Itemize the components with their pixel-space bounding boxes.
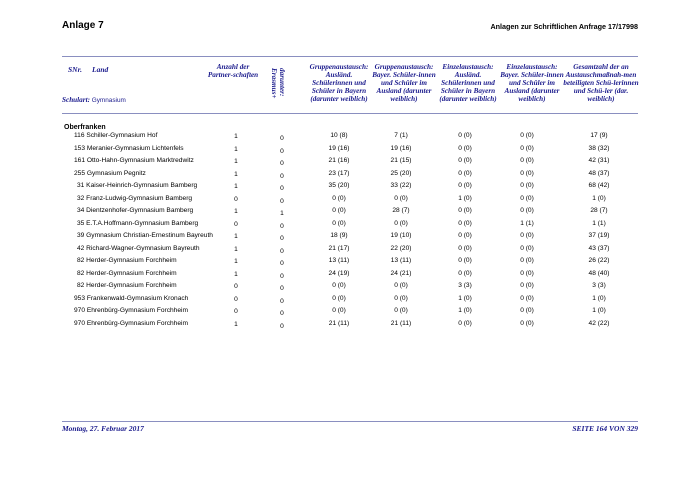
school-name-cell: 970 Ehrenbürg-Gymnasium Forchheim [74,307,188,314]
group-out-cell: 24 (21) [390,269,412,277]
single-in-cell: 0 (0) [458,219,472,227]
total-cell: 1 (1) [592,219,606,227]
footer-date: Montag, 27. Februar 2017 [62,424,144,433]
total-cell: 1 (0) [592,294,606,302]
school-name-cell: 31 Kaiser-Heinrich-Gymnasium Bamberg [77,182,198,189]
group-out-cell: 0 (0) [394,307,408,314]
partnerships-cell: 1 [234,133,238,140]
group-in-cell: 0 (0) [332,294,346,302]
partnerships-cell: 1 [234,270,238,278]
single-out-cell: 0 (0) [520,169,534,177]
single-out-cell: 0 (0) [520,132,534,139]
total-cell: 3 (3) [592,282,606,289]
col-header-land: Land [92,65,109,74]
single-out-cell: 0 (0) [520,319,534,327]
footer-page: SEITE 164 VON 329 [572,424,638,433]
erasmus-cell: 0 [280,135,284,142]
total-cell: 48 (40) [588,269,610,277]
col-header-group-out: Gruppenaustausch: Bayer. Schüler-innen und Schüler im Ausland (darunter weiblich) [372,63,436,103]
erasmus-cell: 0 [280,222,284,230]
erasmus-cell: 0 [280,260,284,267]
group-out-cell: 33 (22) [390,182,412,189]
erasmus-cell: 0 [280,172,284,180]
partnerships-cell: 1 [234,233,238,240]
erasmus-cell: 0 [280,285,284,292]
schulart-label: Schulart: [62,96,90,104]
single-out-cell: 0 (0) [520,307,534,314]
group-out-cell: 21 (11) [390,319,412,327]
school-name-cell: 970 Ehrenbürg-Gymnasium Forchheim [74,319,188,327]
table-row [0,320,700,333]
partnerships-cell: 1 [234,208,238,215]
group-in-cell: 21 (16) [328,157,350,164]
school-name-cell: 32 Franz-Ludwig-Gymnasium Bamberg [77,194,193,202]
single-in-cell: 0 (0) [458,144,472,152]
single-in-cell: 0 (0) [458,207,472,214]
erasmus-cell: 0 [280,310,284,317]
table-row [0,170,700,183]
partnerships-cell: 1 [234,158,238,165]
group-in-cell: 0 (0) [332,194,346,202]
table-row [0,270,700,283]
table-row [0,232,700,245]
total-cell: 28 (7) [590,207,608,214]
table-row [0,257,700,270]
single-in-cell: 0 (0) [458,157,472,164]
header-rule-top [62,56,638,57]
partnerships-cell: 0 [234,308,238,315]
erasmus-cell: 0 [280,247,284,255]
annex-title: Anlage 7 [62,20,104,31]
school-name-cell: 116 Schiller-Gymnasium Hof [74,132,158,139]
col-header-darunter-text: darunter: Erasmus+ [270,68,286,99]
total-cell: 17 (9) [590,132,608,139]
group-in-cell: 0 (0) [332,219,346,227]
school-name-cell: 39 Gymnasium Christian-Ernestinum Bayreuth [77,232,213,239]
total-cell: 1 (0) [592,307,606,314]
group-in-cell: 21 (17) [328,244,350,252]
total-cell: 68 (42) [588,182,610,189]
table-row [0,195,700,208]
header-rule-bottom [62,113,638,114]
single-out-cell: 0 (0) [520,282,534,289]
group-out-cell: 21 (15) [390,157,412,164]
school-name-cell: 82 Herder-Gymnasium Forchheim [77,257,177,264]
partnerships-cell: 1 [234,245,238,253]
region-heading: Oberfranken [64,124,106,131]
single-in-cell: 0 (0) [458,169,472,177]
group-out-cell: 19 (16) [390,144,412,152]
group-out-cell: 22 (20) [390,244,412,252]
school-name-cell: 35 E.T.A.Hoffmann-Gymnasium Bamberg [77,219,199,227]
data-table [0,132,700,332]
single-in-cell: 3 (3) [458,282,472,289]
single-out-cell: 0 (0) [520,144,534,152]
partnerships-cell: 1 [234,183,238,190]
single-in-cell: 0 (0) [458,319,472,327]
group-in-cell: 19 (16) [328,144,350,152]
partnerships-cell: 1 [234,170,238,178]
group-out-cell: 13 (11) [390,257,412,264]
school-name-cell: 255 Gymnasium Pegnitz [74,169,146,177]
group-in-cell: 24 (19) [328,269,350,277]
group-in-cell: 13 (11) [328,257,350,264]
group-in-cell: 10 (8) [330,132,348,139]
school-name-cell: 953 Frankenwald-Gymnasium Kronach [74,294,189,302]
group-in-cell: 0 (0) [332,207,346,214]
table-row [0,132,700,145]
table-row [0,220,700,233]
group-out-cell: 7 (1) [394,132,408,139]
table-row [0,182,700,195]
erasmus-cell: 0 [280,297,284,305]
group-in-cell: 0 (0) [332,282,346,289]
group-out-cell: 25 (20) [390,169,412,177]
single-out-cell: 0 (0) [520,294,534,302]
group-out-cell: 0 (0) [394,219,408,227]
single-out-cell: 0 (0) [520,244,534,252]
single-in-cell: 0 (0) [458,132,472,139]
single-in-cell: 1 (0) [458,194,472,202]
school-name-cell: 161 Otto-Hahn-Gymnasium Marktredwitz [74,157,194,164]
group-out-cell: 19 (10) [390,232,412,239]
single-out-cell: 0 (0) [520,257,534,264]
col-header-anzahl: Anzahl der Partner-schaften [207,63,259,79]
col-header-single-in: Einzelaustausch: Ausländ. Schülerinnen und Schüler in Bayern (darunter weiblich) [439,63,497,103]
school-name-cell: 82 Herder-Gymnasium Forchheim [77,282,177,289]
group-in-cell: 35 (20) [328,182,350,189]
group-in-cell: 18 (9) [330,232,348,239]
total-cell: 1 (0) [592,194,606,202]
total-cell: 42 (31) [588,157,610,164]
single-in-cell: 0 (0) [458,182,472,189]
erasmus-cell: 1 [280,210,284,217]
col-header-darunter [268,68,296,108]
group-out-cell: 0 (0) [394,282,408,289]
partnerships-cell: 1 [234,320,238,328]
erasmus-cell: 0 [280,160,284,167]
erasmus-cell: 0 [280,322,284,330]
single-out-cell: 0 (0) [520,207,534,214]
total-cell: 26 (22) [588,257,610,264]
table-row [0,282,700,295]
col-header-group-in: Gruppenaustausch: Ausländ. Schülerinnen und Schüler in Bayern (darunter weiblich) [309,63,369,103]
document-subtitle: Anlagen zur Schriftlichen Anfrage 17/17998 [490,22,638,31]
school-name-cell: 82 Herder-Gymnasium Forchheim [77,269,177,277]
single-in-cell: 1 (0) [458,294,472,302]
schulart-value: Gymnasium [91,97,126,104]
col-header-total: Gesamtzahl der an Austauschmaßnah-men beteiligten Schü-lerinnen und Schü-ler (dar. weiblich) [563,63,639,103]
table-row [0,157,700,170]
total-cell: 37 (19) [588,232,610,239]
group-in-cell: 0 (0) [332,307,346,314]
group-out-cell: 28 (7) [392,207,410,214]
partnerships-cell: 0 [234,195,238,203]
partnerships-cell: 1 [234,258,238,265]
erasmus-cell: 0 [280,185,284,192]
single-in-cell: 0 (0) [458,244,472,252]
erasmus-cell: 0 [280,197,284,205]
single-out-cell: 0 (0) [520,269,534,277]
single-out-cell: 0 (0) [520,232,534,239]
erasmus-cell: 0 [280,147,284,155]
school-name-cell: 153 Meranier-Gymnasium Lichtenfels [74,144,184,152]
partnerships-cell: 0 [234,295,238,303]
group-out-cell: 0 (0) [394,294,408,302]
single-out-cell: 0 (0) [520,194,534,202]
table-row [0,207,700,220]
group-out-cell: 0 (0) [394,194,408,202]
partnerships-cell: 0 [234,283,238,290]
footer-rule [62,421,638,422]
erasmus-cell: 0 [280,235,284,242]
single-in-cell: 0 (0) [458,269,472,277]
total-cell: 38 (32) [588,144,610,152]
partnerships-cell: 0 [234,220,238,228]
single-out-cell: 0 (0) [520,182,534,189]
school-name-cell: 34 Dientzenhofer-Gymnasium Bamberg [77,207,194,214]
school-name-cell: 42 Richard-Wagner-Gymnasium Bayreuth [77,244,200,252]
total-cell: 48 (37) [588,169,610,177]
single-in-cell: 0 (0) [458,232,472,239]
col-header-schulart [62,96,126,104]
group-in-cell: 21 (11) [328,319,350,327]
single-in-cell: 1 (0) [458,307,472,314]
table-row [0,245,700,258]
single-out-cell: 0 (0) [520,157,534,164]
partnerships-cell: 1 [234,145,238,153]
table-row [0,295,700,308]
group-in-cell: 23 (17) [328,169,350,177]
erasmus-cell: 0 [280,272,284,280]
table-row [0,145,700,158]
col-header-snr: SNr. [68,65,82,74]
single-in-cell: 0 (0) [458,257,472,264]
table-row [0,307,700,320]
single-out-cell: 1 (1) [520,219,534,227]
col-header-single-out: Einzelaustausch: Bayer. Schüler-innen und Schüler im Ausland (darunter weiblich) [500,63,564,103]
total-cell: 42 (22) [588,319,610,327]
total-cell: 43 (37) [588,244,610,252]
